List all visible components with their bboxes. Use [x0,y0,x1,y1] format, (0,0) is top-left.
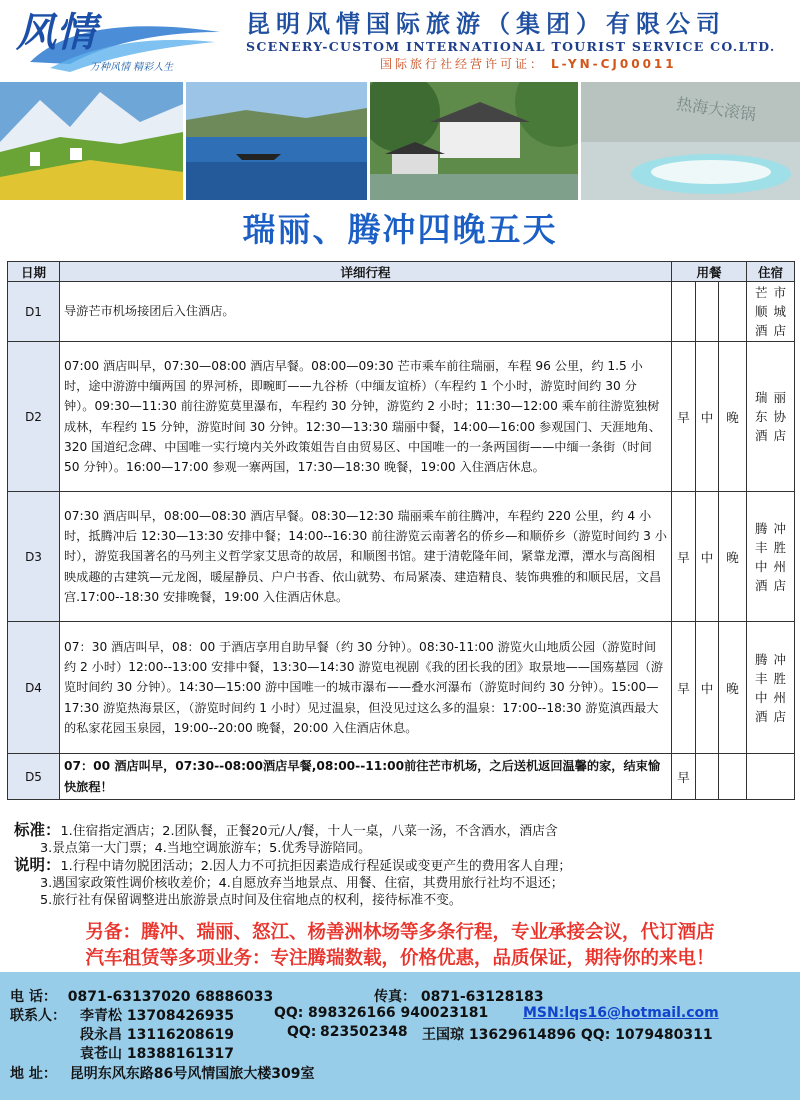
meal-dinner: 晚 [719,622,747,754]
remarks-line-1 [14,857,794,875]
license-label: 国际旅行社经营许可证： [380,57,546,71]
table-row [8,492,795,622]
qq-label-2: QQ: [287,1024,317,1040]
trip-title: 瑞丽、腾冲四晚五天 [242,210,558,249]
address-label: 地 址： [10,1066,57,1082]
standard-text-1: 1.住宿指定酒店；2.团队餐，正餐20元/人/餐，十人一桌，八菜一汤，不含酒水，酒店含 [60,824,558,839]
remarks-text-1: 1.行程中请勿脱团活动；2.因人力不可抗拒因素造成行程延误或变更产生的费用客人自理； [60,859,572,874]
contact-person-4: 王国琼 13629614896 QQ: 1079480311 [422,1027,713,1043]
header-hotel: 住宿 [747,262,795,282]
meal-dinner: 晚 [719,342,747,492]
hotel-cell [747,754,795,800]
notes-section [14,822,794,909]
detail-cell: 导游芒市机场接团后入住酒店。 [60,282,672,342]
qq-label-1: QQ: [274,1005,304,1021]
company-name-cn: 昆明风情国际旅游（集团）有限公司 [246,9,726,38]
header-day: 日期 [8,262,60,282]
address-value: 昆明东风东路86号风情国旅大楼309室 [69,1066,315,1082]
tel-value: 0871-63137020 68886033 [67,989,274,1005]
address-row [10,1063,314,1083]
qq-value-1: 898326166 940023181 [308,1005,489,1021]
contact-person-2: 段永昌 13116208619 [80,1027,235,1043]
detail-cell: 07：30 酒店叫早，08：00 于酒店享用自助早餐（约 30 分钟）。08:30-11:00 游览火山地质公园（游览时间约 2 小时）12:00--13:00 安排中餐，13:30—14:30 游览电视剧《我的团长我的团》取景地——国殇墓园（游览时间约 30 分钟）。14:30—15:00 游中国唯一的城市瀑布——叠水河瀑布（游览时间约 30 分钟）。15:00—17:30 游览热海景区，（游览时间约 1 小时）见过温泉，但没见过这么多的温泉：17:00--18:30 游览滇西最大的私家花园玉泉园，19:00--20:00 晚餐，20:00 入住酒店休息。 [60,622,672,754]
fax-label: 传真： [374,989,416,1005]
meal-breakfast: 早 [672,622,696,754]
alpine-meadow-photo [0,82,183,200]
lake-boat-photo [186,82,367,200]
msn-link[interactable]: MSN:lqs16@hotmail.com [523,1005,719,1021]
fax-row [374,986,544,1006]
day-cell: D5 [8,754,60,800]
hotel-cell: 腾冲丰胜中州酒店 [747,492,795,622]
promo-line-1: 另备：腾冲、瑞丽、怒江、杨善洲林场等多条行程，专业承接会议，代订酒店 [85,922,715,943]
standard-text-2: 3.景点第一大门票；4.当地空调旅游车；5.优秀导游陪同。 [40,841,371,856]
itinerary-table [7,261,795,800]
logo-slogan: 万种风情 精彩人生 [90,62,174,73]
tel-row [10,986,273,1006]
hot-spring-sign: 热海大滚锅 [675,94,758,125]
license-number: L-YN-CJ00011 [551,57,677,71]
meal-breakfast: 早 [672,754,696,800]
meal-lunch: 中 [696,342,719,492]
meal-dinner [719,282,747,342]
table-row [8,282,795,342]
license-line [380,55,677,72]
hotel-cell: 腾冲丰胜中州酒店 [747,622,795,754]
standard-label: 标准： [14,821,61,839]
detail-cell: 07:30 酒店叫早，08:00—08:30 酒店早餐。08:30—12:30 瑞丽乘车前往腾冲，车程约 220 公里，约 4 小时，抵腾冲后 12:30—13:30 安排中餐；14:00--16:30 前往游览云南著名的侨乡—和顺侨乡（游览时间约 3 小时），游览我国著名的马列主义哲学家艾思奇的故居，和顺图书馆。建于清乾隆年间，紧靠龙潭，潭水与高阁相映成趣的古建筑—元龙阁，暖屋静员、户户书香、依山就势、布局紧凑、建造精良、装饰典雅的和顺民居，文昌宫.17:00--18:30 安排晚餐，19:00 入住酒店休息。 [60,492,672,622]
meal-breakfast: 早 [672,492,696,622]
meal-dinner [719,754,747,800]
contact-person-3: 袁苍山 18388161317 [80,1046,235,1062]
detail-cell: 07:00 酒店叫早，07:30—08:00 酒店早餐。08:00—09:30 芒市乘车前往瑞丽，车程 96 公里，约 1.5 小时，途中游游中缅两国 的界河桥，即畹町——九谷桥（中缅友谊桥）（车程约 1 个小时，游览时间约 30 分钟）。09:30—11:30 前往游览莫里瀑布，车程约 30 分钟，游览约 2 小时；11:30—12:00 乘车前往游览独树成林，车程约 15 分钟，游览时间 30 分钟。12:30—13:30 瑞丽中餐，14:00—16:00 参观国门、天涯地角、320 国道纪念碑、中国唯一实行境内关外政策姐告自由贸易区、中国唯一的一条两国街——中缅一条街（时间 50 分钟）。16:00—17:00 参观一寨两国，17:30—18:30 晚餐，19:00 入住酒店休息。 [60,342,672,492]
fax-value: 0871-63128183 [420,989,544,1005]
table-header-row [8,262,795,282]
promo-line-2: 汽车租赁等多项业务：专注腾瑞数载，价格优惠，品质保证，期待你的来电！ [85,948,715,969]
meal-lunch: 中 [696,622,719,754]
company-name-en: SCENERY-CUSTOM INTERNATIONAL TOURIST SERVICE CO.LTD. [246,39,776,54]
day-cell: D2 [8,342,60,492]
table-row [8,622,795,754]
remarks-text-2: 3.遇国家政策性调价核收差价；4.自愿放弃当地景点、用餐、住宿，其费用旅行社均不退还； [40,876,564,891]
table-row [8,342,795,492]
remarks-label: 说明： [14,856,61,874]
detail-cell: 07：00 酒店叫早，07:30--08:00酒店早餐,08:00--11:00前往芒市机场，之后送机返回温馨的家，结束愉快旅程！ [60,754,672,800]
hot-spring-photo [581,82,800,200]
day-cell: D3 [8,492,60,622]
day-cell: D1 [8,282,60,342]
header-meal: 用餐 [672,262,747,282]
photo-strip [0,82,800,200]
ancient-village-photo [370,82,578,200]
table-row [8,754,795,800]
contact-person-label: 联系人： [10,1008,66,1024]
meal-dinner: 晚 [719,492,747,622]
header [0,0,800,82]
meal-breakfast [672,282,696,342]
day-cell: D4 [8,622,60,754]
standard-line-1 [14,822,794,840]
qq-value-2: 823502348 [320,1024,408,1040]
tel-label: 电 话： [10,989,57,1005]
hotel-cell: 瑞丽东协酒店 [747,342,795,492]
remarks-text-3: 5.旅行社有保留调整进出旅游景点时间及住宿地点的权利，接待标准不变。 [40,893,462,908]
meal-breakfast: 早 [672,342,696,492]
hotel-cell: 芒市顺城酒店 [747,282,795,342]
contact-panel [0,972,800,1100]
header-detail: 详细行程 [60,262,672,282]
meal-lunch [696,754,719,800]
logo-chars: 风情 [16,9,96,56]
meal-lunch: 中 [696,492,719,622]
contact-person-1: 李青松 13708426935 [80,1008,235,1024]
meal-lunch [696,282,719,342]
